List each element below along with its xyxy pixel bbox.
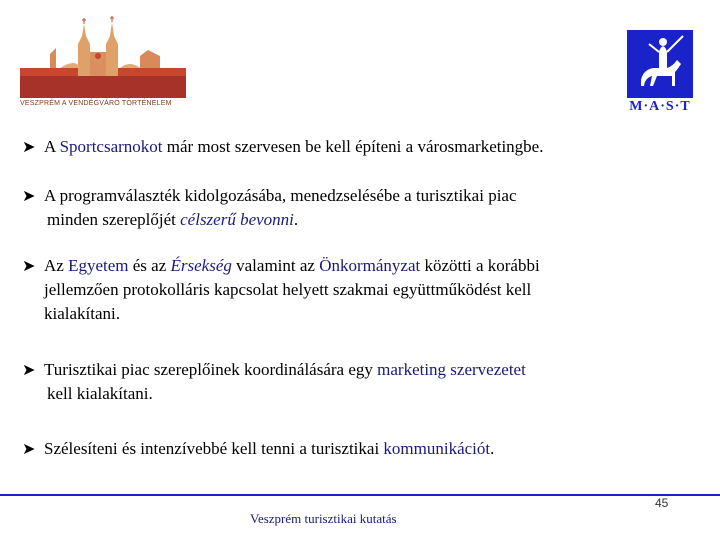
- mast-logo: [627, 30, 693, 116]
- veszprem-logo-graphic: [20, 14, 186, 110]
- bullet-text: A: [44, 137, 60, 156]
- bullet-text: valamint az: [231, 256, 320, 275]
- bullet-text: és az: [128, 256, 171, 275]
- bullet-text: már most szervesen be kell építeni a városmarketingbe.: [162, 137, 544, 156]
- bullet-text: közötti a korábbi: [420, 256, 540, 275]
- bullet-item: [22, 254, 702, 326]
- bullet-list: [22, 135, 702, 461]
- bullet-text: jellemzően protokolláris kapcsolat helyett szakmai együttműködést kell: [44, 280, 532, 299]
- veszprem-logo: [20, 14, 186, 110]
- bullet-text: minden szereplőjét: [47, 210, 181, 229]
- arrowhead-bullet-icon: ➤: [22, 439, 36, 458]
- bullet-text: A programválaszték kidolgozásába, menedzselésébe a turisztikai piac: [44, 186, 517, 205]
- highlight-text: célszerű bevonni: [180, 210, 294, 229]
- bullet-continuation: [44, 208, 702, 232]
- arrowhead-bullet-icon: ➤: [22, 137, 36, 156]
- logo-caption: VESZPRÉM A VENDÉGVÁRÓ TÖRTÉNELEM: [20, 98, 186, 110]
- bullet-text: kialakítani.: [44, 304, 121, 323]
- footer-divider: [0, 494, 720, 496]
- mast-logo-graphic: [627, 30, 693, 98]
- bullet-text: .: [490, 439, 495, 458]
- highlight-text: Sportcsarnokot: [59, 137, 163, 156]
- arrowhead-bullet-icon: ➤: [22, 360, 36, 379]
- highlight-text: Önkormányzat: [319, 256, 421, 275]
- bullet-text: .: [293, 210, 299, 229]
- horseman-icon: [627, 30, 693, 98]
- highlight-text: kommunikációt: [383, 439, 491, 458]
- page-number: 45: [655, 496, 669, 510]
- bullet-item: [22, 135, 702, 159]
- highlight-text: Egyetem: [68, 256, 129, 275]
- arrowhead-bullet-icon: ➤: [22, 256, 36, 275]
- bullet-text: Az: [44, 256, 69, 275]
- bullet-item: [22, 437, 702, 461]
- bullet-item: [22, 358, 702, 406]
- mast-logo-text: M·A·S·T: [629, 99, 691, 114]
- bullet-text: kell kialakítani.: [47, 384, 153, 403]
- footer-title: Veszprém turisztikai kutatás: [250, 511, 397, 526]
- bullet-text: Szélesíteni és intenzívebbé kell tenni a turisztikai: [44, 439, 384, 458]
- bullet-item: [22, 184, 702, 232]
- church-towers-icon: [20, 14, 186, 100]
- bullet-text: Turisztikai piac szereplőinek koordinálására egy: [44, 360, 378, 379]
- highlight-text: Érsekség: [170, 256, 232, 275]
- arrowhead-bullet-icon: ➤: [22, 186, 36, 205]
- highlight-text: marketing szervezetet: [377, 360, 526, 379]
